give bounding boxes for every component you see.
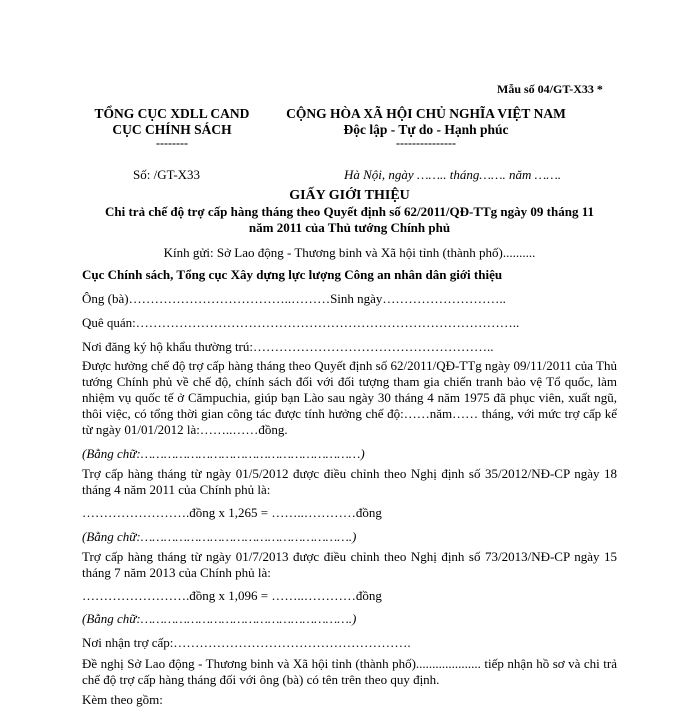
right-header-divider: ---------------	[396, 136, 456, 150]
department-name: CỤC CHÍNH SÁCH	[112, 122, 232, 137]
amount-in-words-1: (Bằng chữ:…………………………………………………)	[82, 446, 365, 461]
recipient-line: Kính gửi: Sở Lao động - Thương binh và Xã hội tỉnh (thành phố)..........	[163, 245, 536, 260]
request-paragraph: Đề nghị Sở Lao động - Thương binh và Xã hội tỉnh (thành phố).................... tiếp nhận hồ sơ và chi trả chế độ trợ cấp hàng tháng đối với ông (bà) có tên trên theo quy định.	[82, 656, 617, 687]
adjustment-paragraph-2012: Trợ cấp hàng tháng từ ngày 01/5/2012 được điều chỉnh theo Nghị định số 35/2012/NĐ-CP ngày 18 tháng 4 năm 2011 của Chính phủ là:	[82, 466, 617, 497]
entitlement-paragraph: Được hưởng chế độ trợ cấp hàng tháng theo Quyết định số 62/2011/QĐ-TTg ngày 09/11/2011 của Thủ tướng Chính phủ về chế độ, chính sách đối với đối tượng tham gia chiến tranh bảo vệ Tổ quốc, làm nhiệm vụ quốc tế ở Cămpuchia, giúp bạn Lào sau ngày 30 tháng 4 năm 1975 đã phục viên, xuất ngũ, thôi việc, có tổng thời gian công tác được tính hưởng chế độ:……năm…… tháng, với mức trợ cấp kể từ ngày 01/01/2012 là:……..……đồng.	[82, 358, 617, 437]
agency-name: TỔNG CỤC XDLL CAND	[94, 106, 250, 121]
document-number: Số: /GT-X33	[133, 167, 201, 182]
amount-in-words-3: (Bằng chữ:……………………………………………….)	[82, 611, 357, 626]
receiving-place-field: Nơi nhận trợ cấp:……………………………………………….	[82, 635, 411, 650]
name-birthdate-field: Ông (bà)………………………………..………Sinh ngày………………………..	[82, 291, 506, 306]
national-motto: Độc lập - Tự do - Hạnh phúc	[343, 122, 509, 137]
place-date: Hà Nội, ngày …….. tháng……. năm …….	[344, 167, 562, 182]
document-subtitle-line2: năm 2011 của Thủ tướng Chính phủ	[248, 220, 451, 235]
attachments-label: Kèm theo gồm:	[82, 692, 163, 707]
national-title: CỘNG HÒA XÃ HỘI CHỦ NGHĨA VIỆT NAM	[286, 106, 566, 121]
document-subtitle-line1: Chi trả chế độ trợ cấp hàng tháng theo Quyết định số 62/2011/QĐ-TTg ngày 09 tháng 11	[105, 204, 594, 219]
calculation-2012: …………………….đồng x 1,265 = ……..…………đồng	[82, 505, 382, 520]
hometown-field: Quê quán:……………………………………………………………………………..	[82, 315, 520, 330]
form-number: Mẫu số 04/GT-X33 *	[497, 82, 603, 96]
introduction-line: Cục Chính sách, Tổng cục Xây dựng lực lượng Công an nhân dân giới thiệu	[82, 267, 503, 282]
document-title: GIẤY GIỚI THIỆU	[289, 188, 410, 203]
left-header-divider: --------	[156, 136, 188, 150]
calculation-2013: …………………….đồng x 1,096 = ……..…………đồng	[82, 588, 382, 603]
amount-in-words-2: (Bằng chữ:……………………………………………….)	[82, 529, 357, 544]
adjustment-paragraph-2013: Trợ cấp hàng tháng từ ngày 01/7/2013 được điều chỉnh theo Nghị định số 73/2013/NĐ-CP ngày 15 tháng 7 năm 2013 của Chính phủ là:	[82, 549, 617, 580]
residence-field: Nơi đăng ký hộ khẩu thường trú:………………………………………………..	[82, 339, 494, 354]
